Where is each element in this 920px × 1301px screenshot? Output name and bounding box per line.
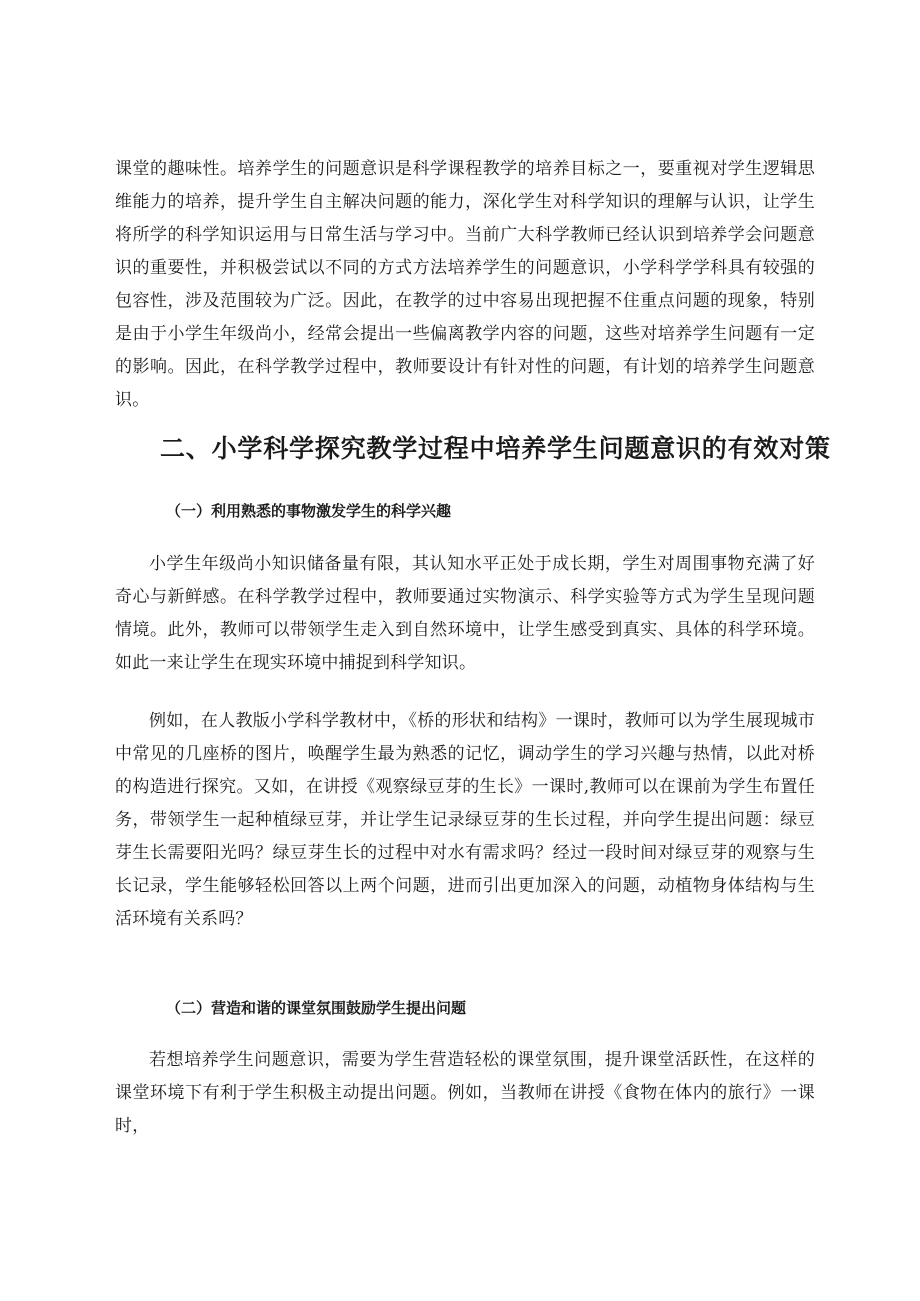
- subsection-heading-1: （一）利用熟悉的事物激发学生的科学兴趣: [166, 502, 452, 520]
- body-paragraph-4: 若想培养学生问题意识，需要为学生营造轻松的课堂氛围，提升课堂活跃性，在这样的课堂环境下有利于学生积极主动提出问题。例如，当教师在讲授《食物在体内的旅行》一课时，: [115, 1050, 815, 1136]
- body-paragraph-1: 课堂的趣味性。培养学生的问题意识是科学课程教学的培养目标之一，要重视对学生逻辑思维能力的培养，提升学生自主解决问题的能力，深化学生对科学知识的理解与认识，让学生将所学的科学知识运用与日常生活与学习中。当前广大科学教师已经认识到培养学会问题意识的重要性，并积极尝试以不同的方式方法培养学生的问题意识，小学科学学科具有较强的包容性，涉及范围较为广泛。因此，在教学的过中容易出现把握不住重点问题的现象，特别是由于小学生年级尚小，经常会提出一些偏离教学内容的问题，这些对培养学生问题有一定的影响。因此，在科学教学过程中，教师要设计有针对性的问题，有计划的培养学生问题意识。: [115, 159, 815, 410]
- body-paragraph-2: 小学生年级尚小知识储备量有限，其认知水平正处于成长期，学生对周围事物充满了好奇心与新鲜感。在科学教学过程中，教师要通过实物演示、科学实验等方式为学生呈现问题情境。此外，教师可以带领学生走入到自然环境中，让学生感受到真实、具体的科学环境。如此一来让学生在现实环境中捕捉到科学知识。: [115, 554, 815, 673]
- section-heading: 二、小学科学探究教学过程中培养学生问题意识的有效对策: [160, 434, 831, 463]
- subsection-heading-2: （二）营造和谐的课堂氛围鼓励学生提出问题: [166, 999, 467, 1017]
- body-paragraph-3: 例如，在人教版小学科学教材中，《桥的形状和结构》一课时，教师可以为学生展现城市中常见的几座桥的图片，唤醒学生最为熟悉的记忆，调动学生的学习兴趣与热情，以此对桥的构造进行探究。又如，在讲授《观察绿豆芽的生长》一课时,教师可以在课前为学生布置任务，带领学生一起种植绿豆芽，并让学生记录绿豆芽的生长过程，并向学生提出问题：绿豆芽生长需要阳光吗？绿豆芽生长的过程中对水有需求吗？经过一段时间对绿豆芽的观察与生长记录，学生能够轻松回答以上两个问题，进而引出更加深入的问题，动植物身体结构与生活环境有关系吗？: [115, 711, 815, 929]
